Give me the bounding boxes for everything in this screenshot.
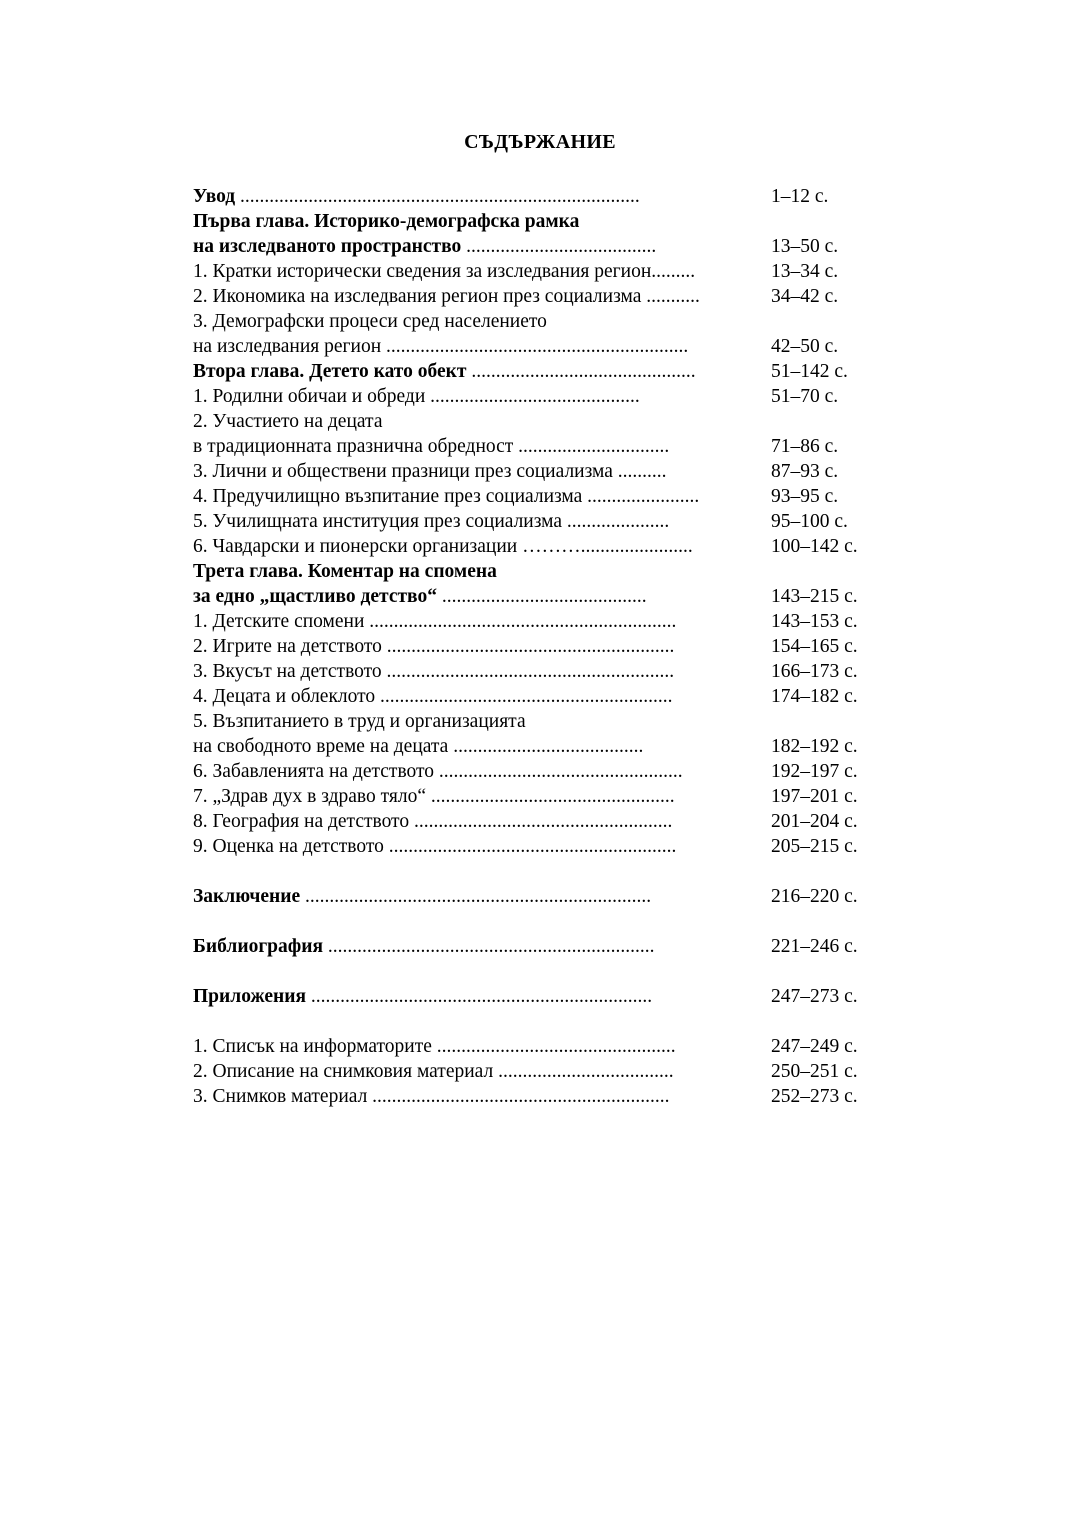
toc-entry [193, 809, 893, 834]
toc-entry-title: Първа глава. Историко-демографска рамка [193, 211, 580, 232]
spacer [193, 859, 893, 884]
toc-entry-page: 42–50 с. [771, 336, 839, 357]
toc-entry [193, 1034, 893, 1059]
toc-entry-title: 2. Описание на снимковия материал .................................... [193, 1061, 674, 1082]
toc-entry [193, 709, 893, 734]
toc-entry [193, 759, 893, 784]
toc-entry-page: 192–197 с. [771, 761, 858, 782]
toc-entry-page: 100–142 с. [771, 536, 858, 557]
toc-entry-page: 252–273 с. [771, 1086, 858, 1107]
toc-entry-page: 201–204 с. [771, 811, 858, 832]
toc-entry-title: 4. Предучилищно възпитание през социализма ....................... [193, 486, 700, 507]
toc-entry-page: 247–249 с. [771, 1036, 858, 1057]
toc-entry-chapter-1-cont: на изследваното пространство ....................................... 13–50 с. [193, 236, 839, 257]
toc-entry-title: 9. Оценка на детството ........................................................... [193, 836, 677, 857]
toc-entry [193, 434, 893, 459]
toc-entry-page: 197–201 с. [771, 786, 858, 807]
toc-entry-page: 174–182 с. [771, 686, 858, 707]
toc-entry-page: 71–86 с. [771, 436, 839, 457]
toc-entry [193, 684, 893, 709]
toc-entry-title: на изследвания регион .............................................................. [193, 336, 689, 357]
toc-entry [193, 334, 893, 359]
toc-entry-page: 13–50 с. [771, 236, 839, 257]
toc-entry [193, 509, 893, 534]
toc-entry [193, 484, 893, 509]
toc-entry-title: 2. Участието на децата [193, 411, 383, 432]
spacer [193, 1009, 893, 1034]
toc-entry-page: 143–153 с. [771, 611, 858, 632]
toc-entry-page: 216–220 с. [771, 886, 858, 907]
toc-entry [193, 1084, 893, 1109]
toc-entry-chapter-1 [193, 209, 893, 234]
toc-entry [193, 659, 893, 684]
toc-entry-title: 5. Възпитанието в труд и организацията [193, 711, 526, 732]
toc-entry-title: 6. Чавдарски и пионерски организации ………....................... [193, 536, 693, 557]
toc-entry-title: в традиционната празнична обредност ............................... [193, 436, 670, 457]
toc-entry-bibliography: Библиография ................................................................... 221–246 с. [193, 936, 858, 957]
toc-entry-intro [193, 184, 893, 209]
toc-entry-title: на свободното време на децата ....................................... [193, 736, 644, 757]
table-of-contents [193, 184, 893, 1109]
toc-entry-title: 3. Вкусът на детството ........................................................... [193, 661, 675, 682]
toc-entry-appendices: Приложения ...................................................................... 247–273 с. [193, 986, 858, 1007]
toc-entry-page: 51–142 с. [771, 361, 848, 382]
toc-entry-page: 182–192 с. [771, 736, 858, 757]
toc-entry-page: 1–12 с. [771, 186, 829, 207]
toc-entry [193, 459, 893, 484]
toc-entry-title: 2. Икономика на изследвания регион през социализма ........... [193, 286, 700, 307]
toc-entry-chapter-3-cont: за едно „щастливо детство“ .......................................... 143–215 с. [193, 586, 858, 607]
toc-entry-chapter-3 [193, 559, 893, 584]
toc-entry [193, 609, 893, 634]
toc-entry-title: 7. „Здрав дух в здраво тяло“ .................................................. [193, 786, 675, 807]
toc-entry-title: 1. Кратки исторически сведения за изследвания регион......... [193, 261, 696, 282]
spacer [193, 909, 893, 934]
toc-entry-page: 250–251 с. [771, 1061, 858, 1082]
toc-entry-page: 95–100 с. [771, 511, 848, 532]
toc-entry-title: 5. Училищната институция през социализма ..................... [193, 511, 670, 532]
toc-entry [193, 309, 893, 334]
toc-entry [193, 734, 893, 759]
toc-entry-page: 51–70 с. [771, 386, 839, 407]
toc-entry-title: 3. Демографски процеси сред населението [193, 311, 547, 332]
toc-entry-title: 1. Детските спомени ............................................................... [193, 611, 677, 632]
toc-entry-page: 221–246 с. [771, 936, 858, 957]
toc-entry-title: 4. Децата и облеклото ............................................................ [193, 686, 673, 707]
toc-entry-title: 1. Родилни обичаи и обреди ........................................... [193, 386, 640, 407]
toc-entry-conclusion: Заключение ....................................................................... 216–220 с. [193, 886, 858, 907]
toc-entry [193, 534, 893, 559]
page-title: СЪДЪРЖАНИЕ [464, 131, 616, 153]
spacer [193, 959, 893, 984]
toc-entry-title: 3. Снимков материал ............................................................. [193, 1086, 670, 1107]
toc-entry [193, 834, 893, 859]
toc-entry [193, 1059, 893, 1084]
toc-entry-page: 34–42 с. [771, 286, 839, 307]
toc-entry [193, 284, 893, 309]
toc-entry-title: 3. Лични и обществени празници през социализма .......... [193, 461, 667, 482]
toc-entry-title: Увод [193, 186, 236, 207]
toc-entry [193, 634, 893, 659]
toc-entry-page: 247–273 с. [771, 986, 858, 1007]
toc-entry-leader: .................................................................................. [235, 186, 640, 207]
toc-entry [193, 384, 893, 409]
toc-entry-title: 8. География на детството ..................................................... [193, 811, 673, 832]
toc-entry [193, 409, 893, 434]
toc-entry-title: 6. Забавленията на детството .................................................. [193, 761, 683, 782]
toc-entry-chapter-2: Втора глава. Детето като обект .............................................. 51–142 с. [193, 361, 848, 382]
toc-entry-title: 1. Списък на информаторите ................................................. [193, 1036, 676, 1057]
toc-entry [193, 259, 893, 284]
toc-entry [193, 784, 893, 809]
toc-entry-page: 205–215 с. [771, 836, 858, 857]
toc-entry-page: 87–93 с. [771, 461, 839, 482]
toc-entry-page: 143–215 с. [771, 586, 858, 607]
toc-entry-title: 2. Игрите на детството ........................................................... [193, 636, 675, 657]
toc-entry-page: 166–173 с. [771, 661, 858, 682]
toc-entry-title: Трета глава. Коментар на спомена [193, 561, 497, 582]
toc-entry-page: 154–165 с. [771, 636, 858, 657]
toc-entry-page: 93–95 с. [771, 486, 839, 507]
toc-entry-page: 13–34 с. [771, 261, 839, 282]
